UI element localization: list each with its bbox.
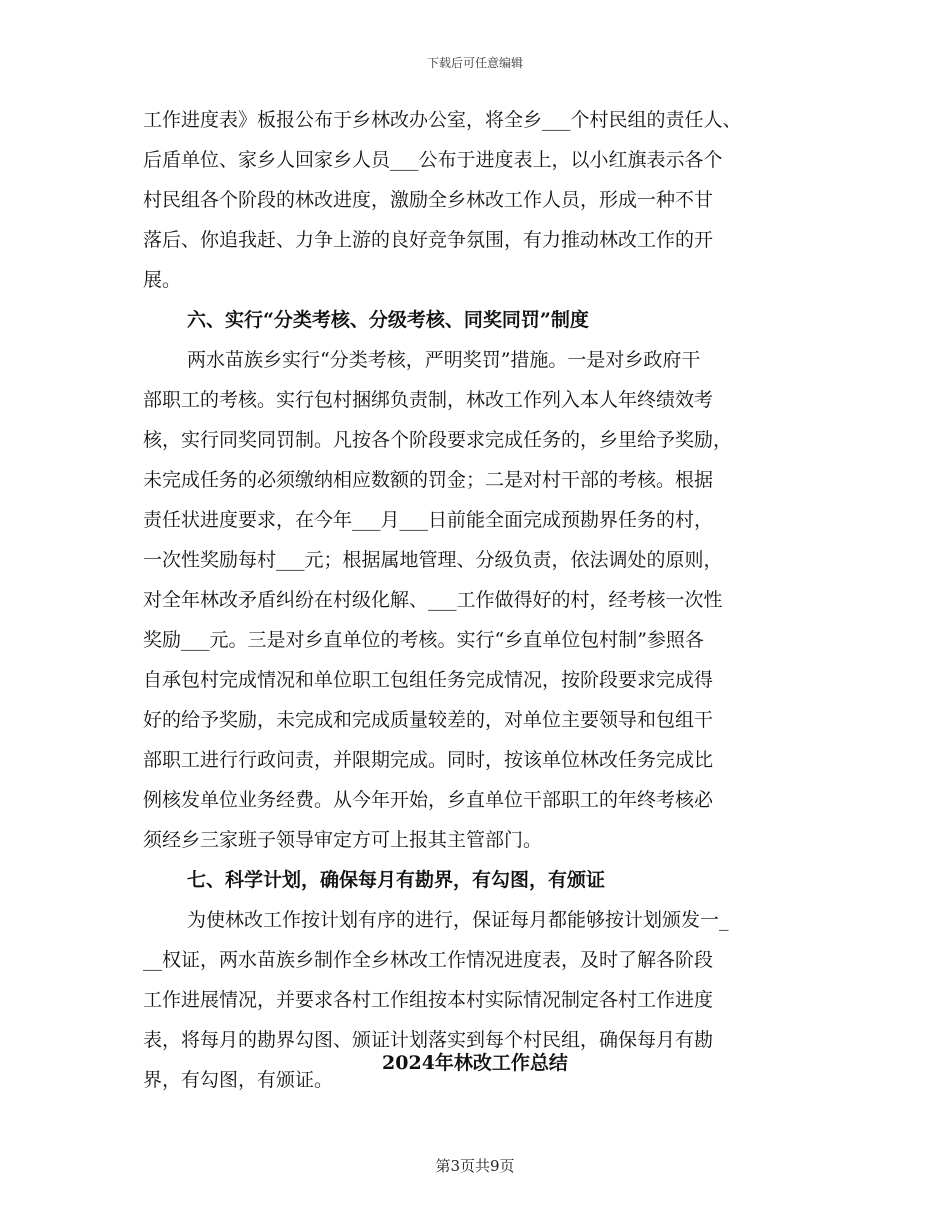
body-line: 对全年林改矛盾纠纷在村级化解、___工作做得好的村，经考核一次性 bbox=[143, 589, 723, 611]
body-line: 自承包村完成情况和单位职工包组任务完成情况，按阶段要求完成得 bbox=[143, 669, 714, 691]
body-line: 核，实行同奖同罚制。凡按各个阶段要求完成任务的，乡里给予奖励， bbox=[143, 429, 733, 451]
body-line: 界，有勾图，有颁证。 bbox=[143, 1069, 334, 1091]
body-line: 责任状进度要求，在今年___月___日前能全面完成预勘界任务的村， bbox=[143, 509, 714, 531]
section-heading: 七、科学计划，确保每月有勘界，有勾图，有颁证 bbox=[187, 869, 606, 891]
body-line: 表，将每月的勘界勾图、颁证计划落实到每个村民组，确保每月有勘 bbox=[143, 1029, 714, 1051]
body-line: 为使林改工作按计划有序的进行，保证每月都能够按计划颁发一_ bbox=[187, 909, 729, 931]
body-line: 部职工的考核。实行包村捆绑负责制，林改工作列入本人年终绩效考 bbox=[143, 389, 714, 411]
body-line: 落后、你追我赶、力争上游的良好竞争氛围，有力推动林改工作的开 bbox=[143, 229, 714, 251]
body-line: 须经乡三家班子领导审定方可上报其主管部门。 bbox=[143, 829, 543, 851]
body-line: 例核发单位业务经费。从今年开始，乡直单位干部职工的年终考核必 bbox=[143, 789, 714, 811]
body-line: 村民组各个阶段的林改进度，激励全乡林改工作人员，形成一种不甘 bbox=[143, 189, 714, 211]
document-body bbox=[143, 100, 808, 1100]
document-title: 2024年林改工作总结 bbox=[382, 1052, 568, 1074]
body-line: 好的给予奖励，未完成和完成质量较差的，对单位主要领导和包组干 bbox=[143, 709, 714, 731]
body-line: 奖励___元。三是对乡直单位的考核。实行“乡直单位包村制”参照各 bbox=[143, 629, 704, 651]
body-line: 后盾单位、家乡人回家乡人员___公布于进度表上，以小红旗表示各个 bbox=[143, 149, 723, 171]
page-footer: 第3页共9页 bbox=[435, 1157, 515, 1175]
body-line: 部职工进行行政问责，并限期完成。同时，按该单位林改任务完成比 bbox=[143, 749, 714, 771]
body-line: 一次性奖励每村___元；根据属地管理、分级负责，依法调处的原则， bbox=[143, 549, 723, 571]
body-line: __权证，两水苗族乡制作全乡林改工作情况进度表，及时了解各阶段 bbox=[143, 949, 714, 971]
body-line: 工作进度表》板报公布于乡林改办公室，将全乡___个村民组的责任人、 bbox=[143, 109, 742, 131]
page-header: 下载后可任意编辑 bbox=[426, 56, 523, 70]
body-line: 工作进展情况，并要求各村工作组按本村实际情况制定各村工作进度 bbox=[143, 989, 714, 1011]
section-heading: 六、实行“分类考核、分级考核、同奖同罚”制度 bbox=[187, 309, 589, 331]
body-line: 展。 bbox=[143, 269, 182, 291]
body-line: 两水苗族乡实行“分类考核，严明奖罚”措施。一是对乡政府干 bbox=[187, 349, 701, 371]
body-line: 未完成任务的必须缴纳相应数额的罚金；二是对村干部的考核。根据 bbox=[143, 469, 714, 491]
